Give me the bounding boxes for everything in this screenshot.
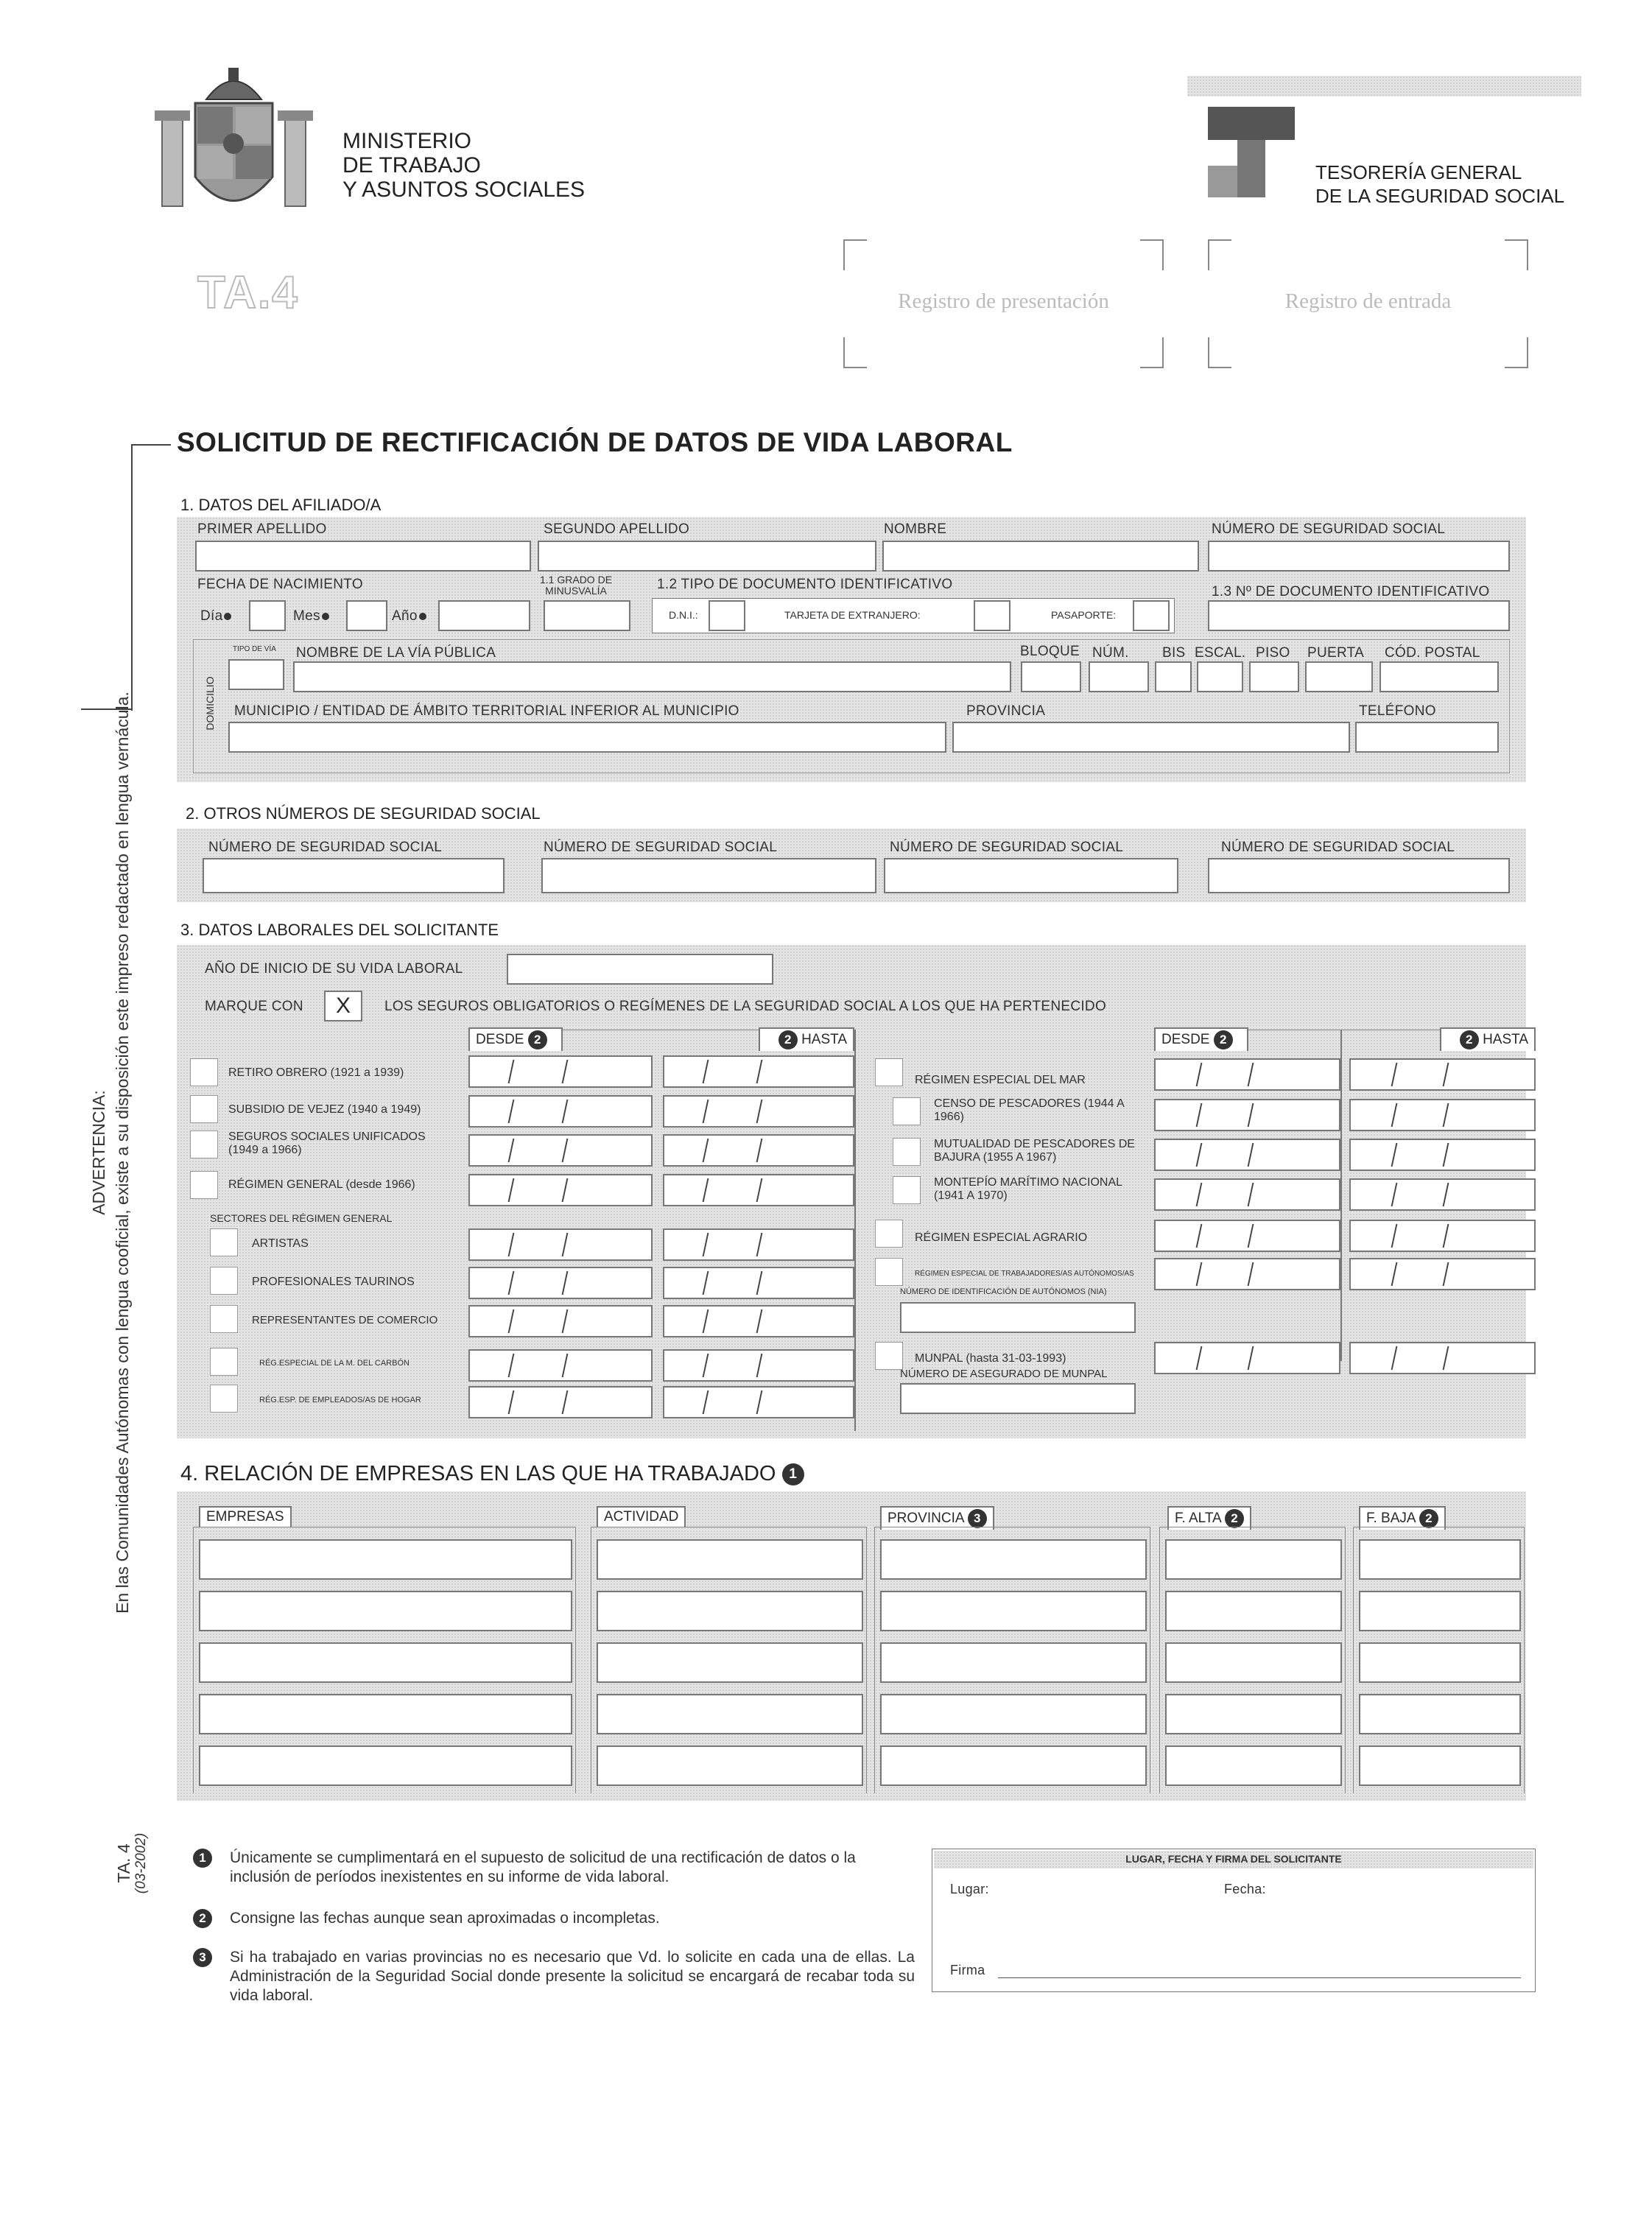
anio-inicio-label: AÑO DE INICIO DE SU VIDA LABORAL	[205, 961, 463, 977]
date-desde[interactable]	[468, 1055, 653, 1088]
anio-inicio-field[interactable]	[507, 954, 773, 985]
regimen-label: RÉGIMEN ESPECIAL DEL MAR	[915, 1074, 1086, 1086]
lugar-label: Lugar:	[950, 1882, 989, 1896]
nss2-label-1: NÚMERO DE SEGURIDAD SOCIAL	[208, 840, 443, 855]
regimen-label: RÉGIMEN GENERAL (desde 1966)	[228, 1178, 415, 1191]
fecha-nacimiento-label: FECHA DE NACIMIENTO	[197, 577, 363, 592]
actividad-field[interactable]	[597, 1694, 863, 1734]
date-hasta[interactable]	[663, 1055, 854, 1088]
lugar-field[interactable]	[1002, 1878, 1208, 1900]
checkbox[interactable]	[893, 1176, 921, 1204]
checkbox[interactable]	[210, 1385, 238, 1413]
section2-title: 2. OTROS NÚMEROS DE SEGURIDAD SOCIAL	[186, 804, 541, 823]
checkbox[interactable]	[875, 1058, 903, 1086]
date-hasta[interactable]	[663, 1386, 854, 1418]
col-f-alta: F. ALTA 2	[1167, 1506, 1251, 1530]
f-alta-field[interactable]	[1165, 1642, 1342, 1683]
regimen-label: RÉG.ESP. DE EMPLEADOS/AS DE HOGAR	[259, 1396, 421, 1404]
domicilio-label: DOMICILIO	[204, 676, 216, 731]
date-desde[interactable]	[1154, 1058, 1340, 1091]
sectores-label: SECTORES DEL RÉGIMEN GENERAL	[210, 1212, 393, 1224]
registro-entrada-box: Registro de entrada	[1208, 239, 1528, 368]
dia-label: Día	[200, 608, 233, 625]
tipo-documento-label: 1.2 TIPO DE DOCUMENTO IDENTIFICATIVO	[657, 577, 953, 592]
marque-rest-label: LOS SEGUROS OBLIGATORIOS O REGÍMENES DE LA SEGURIDAD SOCIAL A LOS QUE HA PERTENECIDO	[384, 999, 1107, 1014]
grado-minusvalia-field[interactable]	[544, 600, 630, 631]
bloque-field[interactable]	[1021, 661, 1081, 692]
checkbox[interactable]	[875, 1220, 903, 1248]
tgss-name: TESORERÍA GENERAL DE LA SEGURIDAD SOCIAL	[1315, 161, 1565, 207]
col-provincia: PROVINCIA 3	[880, 1506, 994, 1530]
checkbox[interactable]	[210, 1305, 238, 1333]
ministry-name: MINISTERIO DE TRABAJO Y ASUNTOS SOCIALES	[342, 129, 586, 202]
num-documento-field[interactable]	[1208, 600, 1510, 631]
date-desde[interactable]	[468, 1267, 653, 1299]
dni-label: D.N.I.:	[669, 609, 698, 621]
date-desde[interactable]	[468, 1228, 653, 1261]
date-hasta[interactable]	[663, 1267, 854, 1299]
empresa-field[interactable]	[199, 1591, 572, 1631]
actividad-field[interactable]	[597, 1539, 863, 1580]
date-desde[interactable]	[1154, 1258, 1340, 1290]
municipio-label: MUNICIPIO / ENTIDAD DE ÁMBITO TERRITORIAL INFERIOR AL MUNICIPIO	[234, 703, 739, 719]
pasaporte-checkbox[interactable]	[1133, 600, 1170, 631]
actividad-field[interactable]	[597, 1642, 863, 1683]
f-baja-field[interactable]	[1359, 1642, 1521, 1683]
tarjeta-extranjero-checkbox[interactable]	[974, 600, 1010, 631]
date-hasta[interactable]	[663, 1095, 854, 1128]
empresa-field[interactable]	[199, 1694, 572, 1734]
column-divider-left	[854, 1030, 856, 1431]
section3-title: 3. DATOS LABORALES DEL SOLICITANTE	[180, 921, 499, 939]
fecha-label: Fecha:	[1224, 1882, 1266, 1896]
checkbox[interactable]	[190, 1095, 218, 1123]
num-label: NÚM.	[1092, 645, 1129, 661]
marque-con-label: MARQUE CON	[205, 999, 303, 1014]
date-desde[interactable]	[1154, 1220, 1340, 1252]
nia-label: NÚMERO DE IDENTIFICACIÓN DE AUTÓNOMOS (NIA)	[900, 1287, 1107, 1296]
col-actividad: ACTIVIDAD	[597, 1506, 686, 1527]
checkbox[interactable]	[190, 1130, 218, 1158]
tgss-bar	[1187, 76, 1581, 96]
escal-label: ESCAL.	[1195, 645, 1246, 661]
f-baja-field[interactable]	[1359, 1539, 1521, 1580]
piso-field[interactable]	[1249, 661, 1299, 692]
telefono-field[interactable]	[1355, 722, 1499, 753]
nss2-label-3: NÚMERO DE SEGURIDAD SOCIAL	[890, 840, 1124, 855]
col-f-baja: F. BAJA 2	[1359, 1506, 1446, 1530]
f-baja-field[interactable]	[1359, 1745, 1521, 1786]
primer-apellido-label: PRIMER APELLIDO	[197, 521, 327, 537]
column-divider-right	[1340, 1030, 1342, 1361]
regimen-label: SEGUROS SOCIALES UNIFICADOS (1949 a 1966)	[228, 1130, 426, 1156]
date-desde[interactable]	[468, 1386, 653, 1418]
hasta-tab-left: 2 HASTA	[759, 1027, 854, 1051]
checkbox[interactable]	[210, 1267, 238, 1295]
regimen-label: MONTEPÍO MARÍTIMO NACIONAL (1941 A 1970)	[934, 1176, 1122, 1202]
date-hasta[interactable]	[663, 1228, 854, 1261]
bis-field[interactable]	[1155, 661, 1192, 692]
fecha-field[interactable]	[1274, 1878, 1517, 1900]
marque-x-sample: X	[324, 991, 362, 1021]
provincia-field[interactable]	[880, 1591, 1147, 1631]
munpal-num-label: NÚMERO DE ASEGURADO DE MUNPAL	[900, 1368, 1108, 1380]
date-hasta[interactable]	[663, 1134, 854, 1167]
piso-label: PISO	[1256, 645, 1290, 661]
date-desde[interactable]	[468, 1174, 653, 1206]
regimen-label: SUBSIDIO DE VEJEZ (1940 a 1949)	[228, 1103, 421, 1116]
checkbox[interactable]	[210, 1228, 238, 1256]
telefono-label: TELÉFONO	[1359, 703, 1436, 719]
provincia-field[interactable]	[880, 1539, 1147, 1580]
anio-field[interactable]	[438, 600, 530, 631]
empresa-field[interactable]	[199, 1642, 572, 1683]
page-title: SOLICITUD DE RECTIFICACIÓN DE DATOS DE VIDA LABORAL	[177, 427, 1013, 457]
date-desde[interactable]	[1154, 1342, 1340, 1374]
nss2-label-2: NÚMERO DE SEGURIDAD SOCIAL	[544, 840, 778, 855]
nss-label: NÚMERO DE SEGURIDAD SOCIAL	[1212, 521, 1446, 537]
nss2-field-4[interactable]	[1208, 858, 1510, 893]
note-3: 3 Si ha trabajado en varias provincias no es necesario que Vd. lo solicite en cada una de ellas. La Administración de la Seguridad Social donde presente la solicitud se encargará de recabar toda su vida laboral.	[193, 1948, 915, 2005]
nss-field[interactable]	[1208, 541, 1510, 572]
pasaporte-label: PASAPORTE:	[1051, 609, 1117, 621]
date-hasta[interactable]	[1349, 1058, 1536, 1091]
date-desde[interactable]	[1154, 1139, 1340, 1171]
registro-presentacion-box: Registro de presentación	[843, 239, 1164, 368]
puerta-field[interactable]	[1305, 661, 1373, 692]
col-empresas: EMPRESAS	[199, 1506, 292, 1527]
date-desde[interactable]	[1154, 1099, 1340, 1131]
bis-label: BIS	[1162, 645, 1186, 661]
checkbox[interactable]	[210, 1348, 238, 1376]
date-hasta[interactable]	[663, 1305, 854, 1337]
date-hasta[interactable]	[663, 1174, 854, 1206]
desde-tab-left: DESDE 2	[468, 1027, 563, 1051]
provincia-label: PROVINCIA	[966, 703, 1046, 719]
desde-tab-right: DESDE 2	[1154, 1027, 1248, 1051]
date-hasta[interactable]	[1349, 1258, 1536, 1290]
empresa-field[interactable]	[199, 1745, 572, 1786]
checkbox[interactable]	[893, 1097, 921, 1125]
mes-label: Mes	[293, 608, 331, 625]
dni-checkbox[interactable]	[709, 600, 745, 631]
dia-field[interactable]	[249, 600, 286, 631]
segundo-apellido-label: SEGUNDO APELLIDO	[544, 521, 690, 537]
municipio-field[interactable]	[228, 722, 946, 753]
note-1: 1 Únicamente se cumplimentará en el supuesto de solicitud de una rectificación de datos o la inclusión de períodos inexistentes en su informe de vida laboral.	[193, 1849, 915, 1887]
escal-field[interactable]	[1197, 661, 1243, 692]
nss2-field-3[interactable]	[884, 858, 1178, 893]
signature-box	[932, 1849, 1536, 1992]
f-alta-field[interactable]	[1165, 1694, 1342, 1734]
checkbox[interactable]	[190, 1171, 218, 1199]
nss2-label-4: NÚMERO DE SEGURIDAD SOCIAL	[1221, 840, 1455, 855]
tgss-logo	[1208, 107, 1296, 199]
provincia-field[interactable]	[880, 1694, 1147, 1734]
tipo-via-field[interactable]	[228, 659, 284, 690]
grado-minusvalia-label: 1.1 GRADO DE MINUSVALÍA	[540, 574, 613, 597]
date-desde[interactable]	[1154, 1178, 1340, 1211]
munpal-num-field[interactable]	[900, 1383, 1136, 1414]
regimen-label: REPRESENTANTES DE COMERCIO	[252, 1314, 438, 1326]
note-2: 2 Consigne las fechas aunque sean aproximadas o incompletas.	[193, 1909, 915, 1928]
date-hasta[interactable]	[1349, 1178, 1536, 1211]
date-hasta[interactable]	[663, 1349, 854, 1382]
regimen-label: RÉG.ESPECIAL DE LA M. DEL CARBÓN	[259, 1359, 410, 1368]
nss2-field-1[interactable]	[203, 858, 505, 893]
nombre-via-label: NOMBRE DE LA VÍA PÚBLICA	[296, 645, 496, 661]
date-desde[interactable]	[468, 1095, 653, 1128]
f-alta-field[interactable]	[1165, 1539, 1342, 1580]
regimen-label: MUTUALIDAD DE PESCADORES DE BAJURA (1955 A 1967)	[934, 1138, 1135, 1164]
nia-field[interactable]	[900, 1302, 1136, 1333]
cod-postal-field[interactable]	[1379, 661, 1499, 692]
segundo-apellido-field[interactable]	[538, 541, 876, 572]
title-bracket	[131, 444, 171, 711]
tarjeta-extranjero-label: TARJETA DE EXTRANJERO:	[784, 609, 921, 621]
checkbox[interactable]	[893, 1138, 921, 1166]
date-desde[interactable]	[468, 1349, 653, 1382]
date-hasta[interactable]	[1349, 1342, 1536, 1374]
checkbox[interactable]	[875, 1342, 903, 1370]
mes-field[interactable]	[346, 600, 387, 631]
regimen-label: RETIRO OBRERO (1921 a 1939)	[228, 1066, 404, 1079]
regimen-label: RÉGIMEN ESPECIAL DE TRABAJADORES/AS AUTÓNOMOS/AS	[915, 1270, 1134, 1278]
firma-line[interactable]	[998, 1977, 1521, 1978]
actividad-field[interactable]	[597, 1745, 863, 1786]
nombre-label: NOMBRE	[884, 521, 947, 537]
anio-label: Año	[392, 608, 428, 625]
section1-title: 1. DATOS DEL AFILIADO/A	[180, 496, 382, 514]
section4-title: 4. RELACIÓN DE EMPRESAS EN LAS QUE HA TRABAJADO 1	[180, 1462, 804, 1486]
checkbox[interactable]	[875, 1258, 903, 1286]
num-field[interactable]	[1089, 661, 1149, 692]
num-documento-label: 1.3 Nº DE DOCUMENTO IDENTIFICATIVO	[1212, 584, 1490, 599]
provincia-field[interactable]	[880, 1745, 1147, 1786]
nss2-field-2[interactable]	[541, 858, 876, 893]
nombre-via-field[interactable]	[293, 661, 1011, 692]
form-code: TA.4	[197, 267, 299, 318]
provincia-field[interactable]	[880, 1642, 1147, 1683]
side-warning: ADVERTENCIA: En las Comunidades Autónomas con lengua cooficial, existe a su disposición este impreso redactado en lengua vernácula.	[89, 692, 132, 1614]
date-hasta[interactable]	[1349, 1139, 1536, 1171]
f-alta-field[interactable]	[1165, 1745, 1342, 1786]
primer-apellido-field[interactable]	[195, 541, 531, 572]
signature-title: LUGAR, FECHA Y FIRMA DEL SOLICITANTE	[1125, 1853, 1342, 1865]
checkbox[interactable]	[190, 1058, 218, 1086]
hasta-tab-right: 2 HASTA	[1440, 1027, 1536, 1051]
date-desde[interactable]	[468, 1134, 653, 1167]
empresa-field[interactable]	[199, 1539, 572, 1580]
side-form-code: TA. 4 (03-2002)	[114, 1832, 149, 1894]
bloque-label: BLOQUE	[1020, 644, 1080, 659]
regimen-label: PROFESIONALES TAURINOS	[252, 1276, 415, 1288]
date-hasta[interactable]	[1349, 1220, 1536, 1252]
firma-label: Firma	[950, 1963, 985, 1977]
regimen-label: RÉGIMEN ESPECIAL AGRARIO	[915, 1231, 1088, 1244]
ministry-crest	[155, 66, 313, 225]
f-baja-field[interactable]	[1359, 1591, 1521, 1631]
actividad-field[interactable]	[597, 1591, 863, 1631]
nombre-field[interactable]	[882, 541, 1199, 572]
date-desde[interactable]	[468, 1305, 653, 1337]
f-baja-field[interactable]	[1359, 1694, 1521, 1734]
regimen-label: MUNPAL (hasta 31-03-1993)	[915, 1352, 1066, 1365]
tipo-via-label: TIPO DE VÍA	[233, 645, 276, 653]
regimen-label: CENSO DE PESCADORES (1944 A 1966)	[934, 1097, 1124, 1123]
date-hasta[interactable]	[1349, 1099, 1536, 1131]
puerta-label: PUERTA	[1307, 645, 1365, 661]
f-alta-field[interactable]	[1165, 1591, 1342, 1631]
cod-postal-label: CÓD. POSTAL	[1385, 645, 1480, 661]
regimen-label: ARTISTAS	[252, 1237, 309, 1250]
provincia-field[interactable]	[952, 722, 1350, 753]
